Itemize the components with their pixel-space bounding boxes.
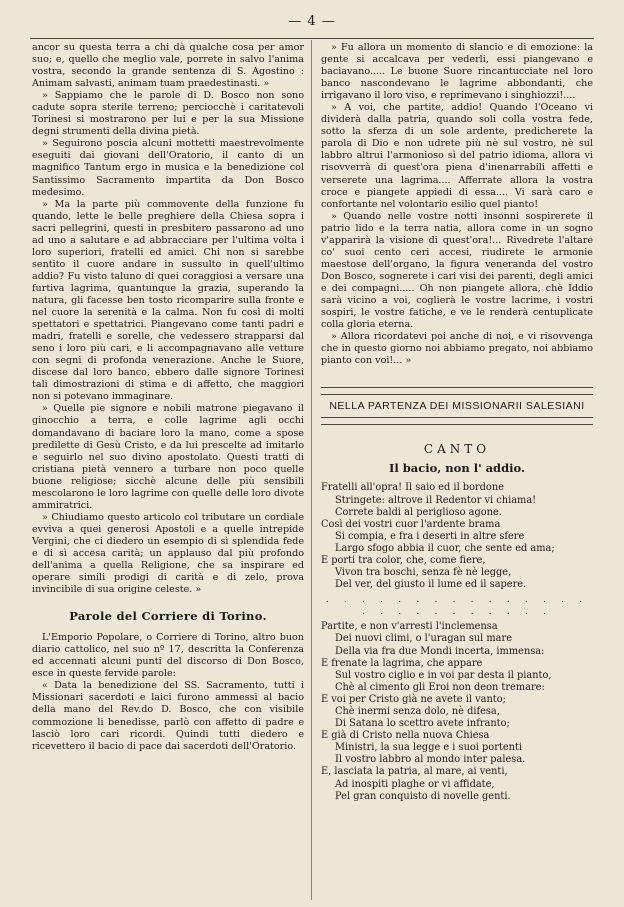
verse-line: Fratelli all'opra! Il saio ed il bordone: [321, 482, 504, 494]
paragraph: » Quelle pie signore e nobili matrone piegavano il ginocchio a terra, e colle lagrime agli occhi domandavano di baciare loro la mano, come a spose predilette di Gesù Cristo, e da lui prescelte ad imitarlo e seguirlo nel suo divino apostolato. Questi tratti di cristiana pietà vennero a turbare non poco quelle buone religiose; sicchè alcune delle più sensibili mescolarono le loro lagrime con quelle delle loro divote ammiratrici.: [32, 403, 304, 511]
verse-line: Stringete: altrove il Redentor vi chiama!: [335, 494, 537, 506]
paragraph: » Allora ricordatevi poi anche di noi, e vi risovvenga che in questo giorno noi abbiamo pregato, noi abbiamo pianto con voi!... »: [321, 331, 593, 367]
section-banner: [321, 387, 593, 425]
verse-line: Ministri, la sua legge e i suoi portenti: [335, 742, 522, 754]
verse-line: Il vostro labbro al mondo inter palesa.: [335, 754, 526, 766]
top-rule: [30, 38, 594, 39]
column-divider: [311, 40, 312, 900]
verse-line: E, lasciata la patria, al mare, ai venti,: [321, 766, 508, 778]
verse-separator: . . . . . . . . . . . . . . . . . . . . . . . . . .: [325, 594, 589, 618]
verse-line: Si compia, e fra i deserti in altre sfere: [335, 530, 525, 542]
verse-line: Dei nuovi climi, o l'uragan sul mare: [335, 633, 513, 645]
verse-line: Partite, e non v'arresti l'inclemensa: [321, 621, 498, 633]
verse-line: E già di Cristo nella nuova Chiesa: [321, 730, 490, 742]
right-column: [321, 42, 593, 803]
verse-line: Vivon tra boschi, senza fè nè legge,: [335, 567, 512, 579]
verse-line: Così dei vostri cuor l'ardente brama: [321, 518, 501, 530]
verse-line: Largo sfogo abbia il cuor, che sente ed ama;: [335, 542, 555, 554]
canto-title: CANTO: [423, 442, 491, 457]
paragraph: » A voi, che partite, addio! Quando l'Oceano vi dividerà dalla patria, quando soli colla vostra fede, sotto la sferza di un sole ardente, predicherete la parola di Dio e non udrete più nè sul vostro, nè sul labbro altrui l'armonioso sì del patrio idioma, allora vi risovverrà di quest'ora piena d'inenarrabili affetti e verserete una lagrima.... Afferrate allora la vostra croce e piangete appiedi di essa.... Vi sarà caro e confortante nel volontario esilio quel pianto!: [321, 102, 593, 210]
paragraph: » Sappiamo che le parole di D. Bosco non sono cadute sopra sterile terreno; perciocchè i caritatevoli Torinesi si mostrarono per lui e per la sua Missione degni strumenti della divina pietà.: [32, 90, 304, 138]
verse-line: Della via fra due Mondi incerta, immensa:: [335, 645, 545, 657]
paragraph: » Chiudiamo questo articolo col tributare un cordiale evviva a quei generosi Apostoli e a quelle intrepide Vergini, che ci diedero un esempio di sì splendida fede e di sì accesa carità; un applauso dal più profondo dell'anima a quella Religione, che sa inspirare ed operare simili prodigi di carità e di zelo, prova invincibile di sua origine celeste. »: [32, 511, 304, 596]
paragraph: ancor su questa terra a chi dà qualche cosa per amor suo; e, quello che meglio vale, porrete in salvo l'anima vostra, secondo la grande sentenza di S. Agostino : Animam salvasti, animam tuam praedestinasti. »: [32, 42, 304, 90]
stanza-1: [321, 482, 593, 591]
canto-subtitle: Il bacio, non l' addio.: [389, 461, 525, 476]
verse-line: Sul vostro ciglio e in voi par desta il pianto,: [335, 669, 552, 681]
paragraph: L'Emporio Popolare, o Corriere di Torino, altro buon diario cattolico, nel suo nº 17, descritta la Conferenza ed accennati alcuni punti del discorso di Don Bosco, esce in queste fervide parole:: [32, 632, 304, 680]
verse-line: Del ver, del giusto il lume ed il sapere.: [335, 579, 527, 591]
verse-line: E frenate la lagrima, che appare: [321, 657, 483, 669]
verse-line: Di Satana lo scettro avete infranto;: [335, 718, 510, 730]
paragraph: » Fu allora un momento di slancio e di emozione: la gente si accalcava per vederli, essi piangevano e baciavano..... Le buone Suore rincantucciate nel loro banco nascondevano le lagrime abbondanti, che irrigavano il loro viso, e reprimevano i singhiozzi!....: [321, 42, 593, 102]
verse-line: Chè al cimento gli Eroi non deon tremare:: [335, 681, 545, 693]
left-column: [32, 42, 304, 753]
verse-line: Pel gran conquisto di novelle genti.: [335, 790, 511, 802]
paragraph: » Ma la parte più commovente della funzione fu quando, lette le belle preghiere della Chiesa sopra i sacri pellegrini, questi in presbitero passarono ad uno ad uno a salutare e ad abbracciare per l'ultima volta i loro superiori, fratelli ed amici. Chi non si sarebbe sentito il cuore andare in sussulto in quell'ultimo addio? Fu visto taluno di quei coraggiosi a versare una furtiva lagrima, quantunque la grazia, superando la natura, gli facesse ben tosto ricomparire sulla fronte e nel cuore la serenità e la calma. Non fu così di molti spettatori e spettatrici. Piangevano come tanti padri e madri, fratelli e sorelle, che vedessero strapparsi dal seno i loro più cari, e li accompagnavano alle vetture con segni di profonda venerazione. Anche le Suore, discese dal loro banco, ebbero dalle signore Torinesi tali dimostrazioni di stima e di affetto, che maggiori non si potevano immaginare.: [32, 198, 304, 403]
banner-title: NELLA PARTENZA DEI MISSIONARII SALESIANI: [321, 394, 593, 418]
verse-line: Chè inermi senza dolo, nè difesa,: [335, 706, 500, 717]
paragraph: « Data la benedizione del SS. Sacramento, tutti i Missionari sacerdoti e laici furono ammessi al bacio della mano del Rev.do D. Bosco, che con visibile commozione li benedisse, parlò con affetto di padre e lasciò loro cari ricordi. Quindi tutti diedero e ricevettero il bacio di pace dai sacerdoti dell'Oratorio.: [32, 680, 304, 752]
stanza-2: [321, 621, 593, 802]
verse-line: E voi per Cristo già ne avete il vanto;: [321, 693, 506, 705]
paragraph: » Quando nelle vostre notti insonni sospirerete il patrio lido e la terra natia, allora come in un sogno v'apparirà la visione di quest'ora!... Rivedrete l'altare co' suoi cento ceri accesi, riudirete le armonie maestose dell'organo, la figura veneranda del vostro Don Bosco, sognerete i cari visi dei parenti, degli amici e dei compagni..... Oh non piangete allora, chè Iddio sarà vicino a voi, coglierà le vostre lacrime, i vostri sospiri, le vostre fatiche, e ve le renderà centuplicate colla gloria eterna.: [321, 210, 593, 331]
verse-line: E porti tra color, che, come fiere,: [321, 554, 486, 566]
page-number: — 4 —: [288, 14, 336, 29]
paragraph: » Seguirono poscia alcuni mottetti maestrevolmente eseguiti dai giovani dell'Oratorio, il canto di un magnifico Tantum ergo in musica e la benedizione col Santissimo Sacramento impartita da Don Bosco medesimo.: [32, 138, 304, 198]
section-heading: Parole del Corriere di Torino.: [69, 609, 267, 624]
verse-line: Ad inospiti plaghe or vi affidate,: [335, 778, 495, 790]
verse-line: Correte baldi al periglioso agone.: [335, 506, 502, 518]
